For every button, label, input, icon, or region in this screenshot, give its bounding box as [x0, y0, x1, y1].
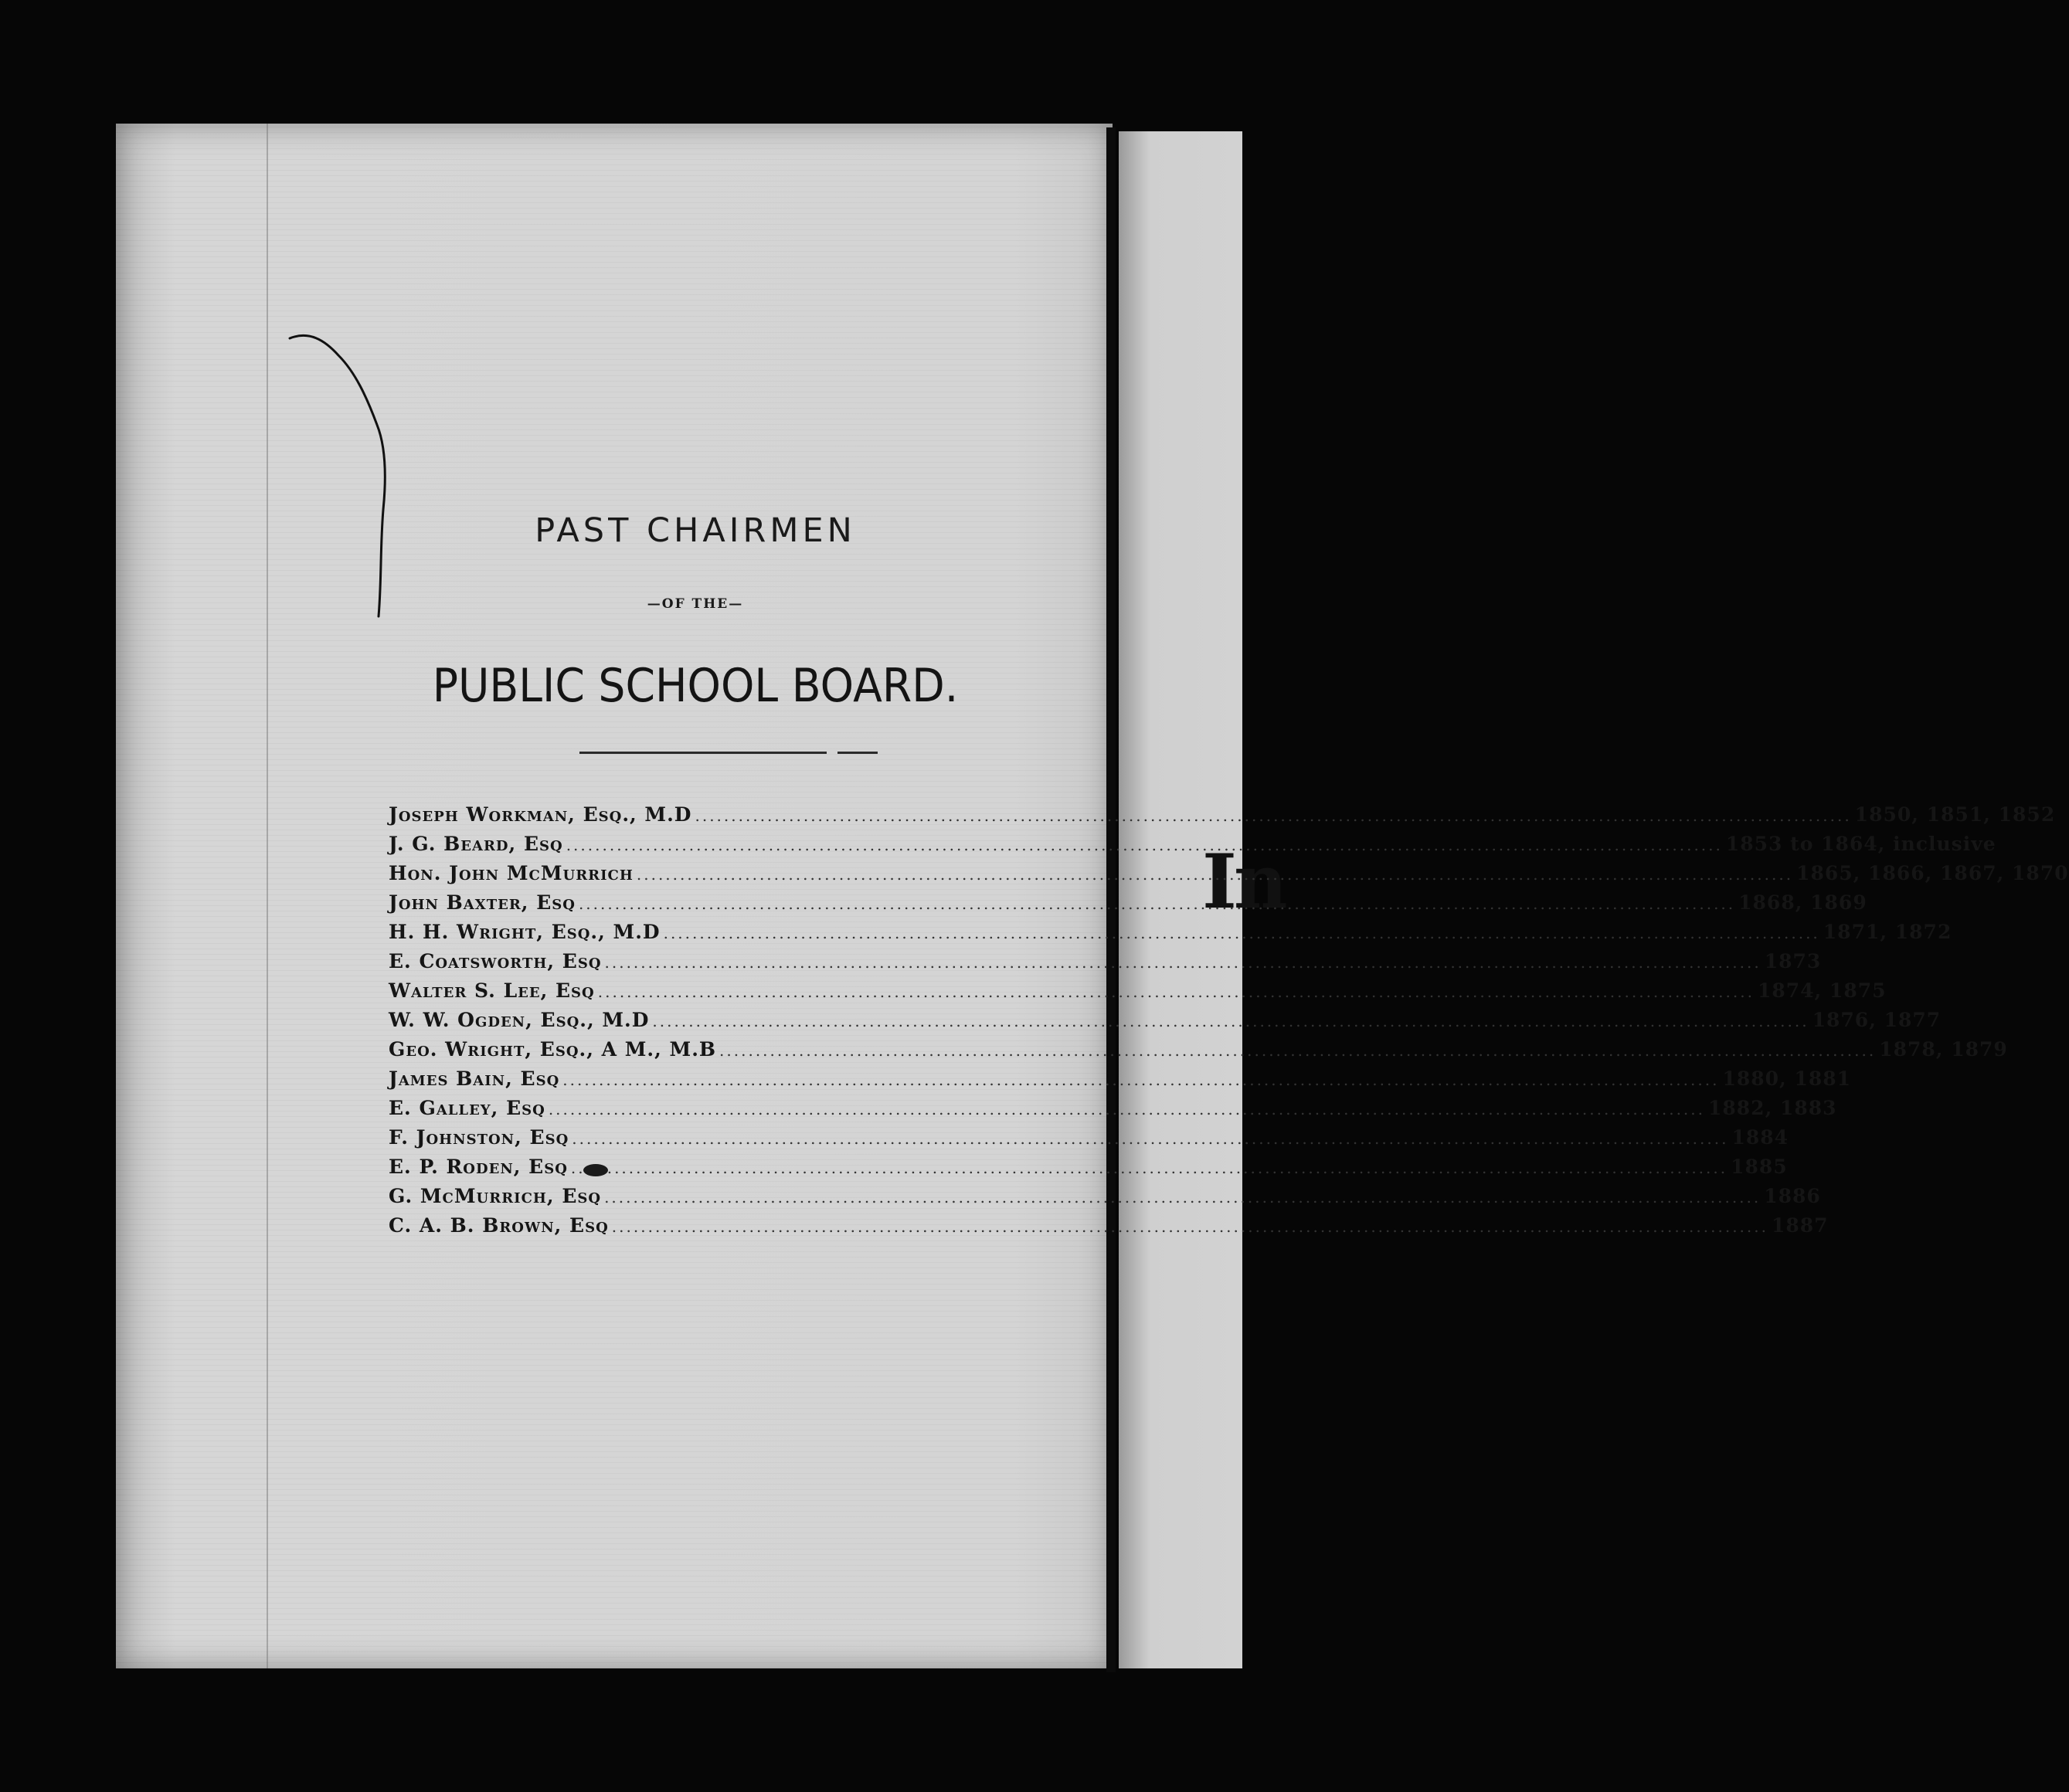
list-item: [389, 1038, 2008, 1067]
list-item: [389, 1126, 1789, 1156]
dot-leader: [664, 924, 1820, 942]
list-item: [389, 950, 1822, 979]
chairman-name: Walter S. Lee, Esq: [389, 979, 595, 1002]
dot-leader: [605, 953, 1762, 972]
list-item: [389, 1067, 1852, 1097]
page-title-line1: PAST CHAIRMEN: [535, 511, 856, 550]
chairman-years: 1876, 1877: [1812, 1009, 1942, 1031]
dot-leader: [695, 806, 1851, 825]
page-title-line3: PUBLIC SCHOOL BOARD.: [432, 659, 959, 713]
list-item: [389, 1097, 1837, 1126]
dot-leader: [598, 983, 1755, 1001]
list-item: [389, 1156, 1788, 1185]
title-rule-short: [837, 752, 878, 754]
chairman-name: Joseph Workman, Esq., M.D: [389, 803, 692, 826]
list-item: [389, 862, 2069, 891]
facing-page-text: In: [1202, 838, 1285, 925]
list-item: [389, 921, 1952, 950]
chairman-years: 1887: [1771, 1214, 1829, 1237]
chairman-years: 1873: [1764, 950, 1822, 972]
list-item: [389, 803, 2056, 833]
chairman-name: J. G. Beard, Esq: [389, 833, 563, 855]
chairman-years: 1853 to 1864, inclusive: [1725, 833, 1996, 855]
list-item: [389, 1214, 1829, 1244]
dot-leader: [652, 1012, 1809, 1030]
ink-blot: [583, 1164, 608, 1176]
chairman-name: E. Galley, Esq: [389, 1097, 545, 1119]
chairman-years: 1865, 1866, 1867, 1870: [1796, 862, 2069, 884]
chairman-years: 1878, 1879: [1879, 1038, 2008, 1061]
chairman-name: James Bain, Esq: [389, 1067, 560, 1090]
chairman-name: C. A. B. Brown, Esq: [389, 1214, 609, 1237]
dot-leader: [562, 1071, 1719, 1089]
list-item: [389, 979, 1887, 1009]
chairman-years: 1850, 1851, 1852: [1854, 803, 2056, 826]
dot-leader: [637, 865, 1793, 884]
list-item: [389, 1009, 1942, 1038]
list-item: [389, 833, 1996, 862]
page-inner-edge: [267, 124, 268, 1668]
chairman-name: E. Coatsworth, Esq: [389, 950, 602, 972]
dot-leader: [604, 1188, 1761, 1207]
chairman-name: W. W. Ogden, Esq., M.D: [389, 1009, 650, 1031]
dot-leader: [579, 894, 1735, 913]
dot-leader: [572, 1129, 1728, 1148]
chairman-years: 1874, 1875: [1757, 979, 1887, 1002]
chairman-years: 1884: [1731, 1126, 1789, 1149]
chairman-name: E. P. Roden, Esq: [389, 1156, 568, 1178]
chairman-name: Hon. John McMurrich: [389, 862, 634, 884]
chairman-years: 1885: [1731, 1156, 1788, 1178]
dot-leader: [571, 1159, 1728, 1177]
chairmen-list: [389, 803, 2069, 1244]
chairman-years: 1871, 1872: [1823, 921, 1952, 943]
page-title-line2: —OF THE—: [647, 596, 744, 612]
title-rule: [579, 752, 827, 754]
dot-leader: [566, 836, 1723, 854]
list-item: [389, 1185, 1821, 1214]
chairman-name: John Baxter, Esq: [389, 891, 576, 914]
pen-mark: [278, 324, 402, 633]
chairman-years: 1880, 1881: [1722, 1067, 1852, 1090]
dot-leader: [612, 1217, 1768, 1236]
dot-leader: [719, 1041, 1876, 1060]
chairman-name: G. McMurrich, Esq: [389, 1185, 602, 1207]
chairman-years: 1882, 1883: [1708, 1097, 1837, 1119]
chairman-years: 1886: [1764, 1185, 1821, 1207]
chairman-name: H. H. Wright, Esq., M.D: [389, 921, 661, 943]
dot-leader: [549, 1100, 1705, 1118]
chairman-name: F. Johnston, Esq: [389, 1126, 569, 1149]
list-item: [389, 891, 1867, 921]
chairman-name: Geo. Wright, Esq., A M., M.B: [389, 1038, 717, 1061]
chairman-years: 1868, 1869: [1738, 891, 1867, 914]
